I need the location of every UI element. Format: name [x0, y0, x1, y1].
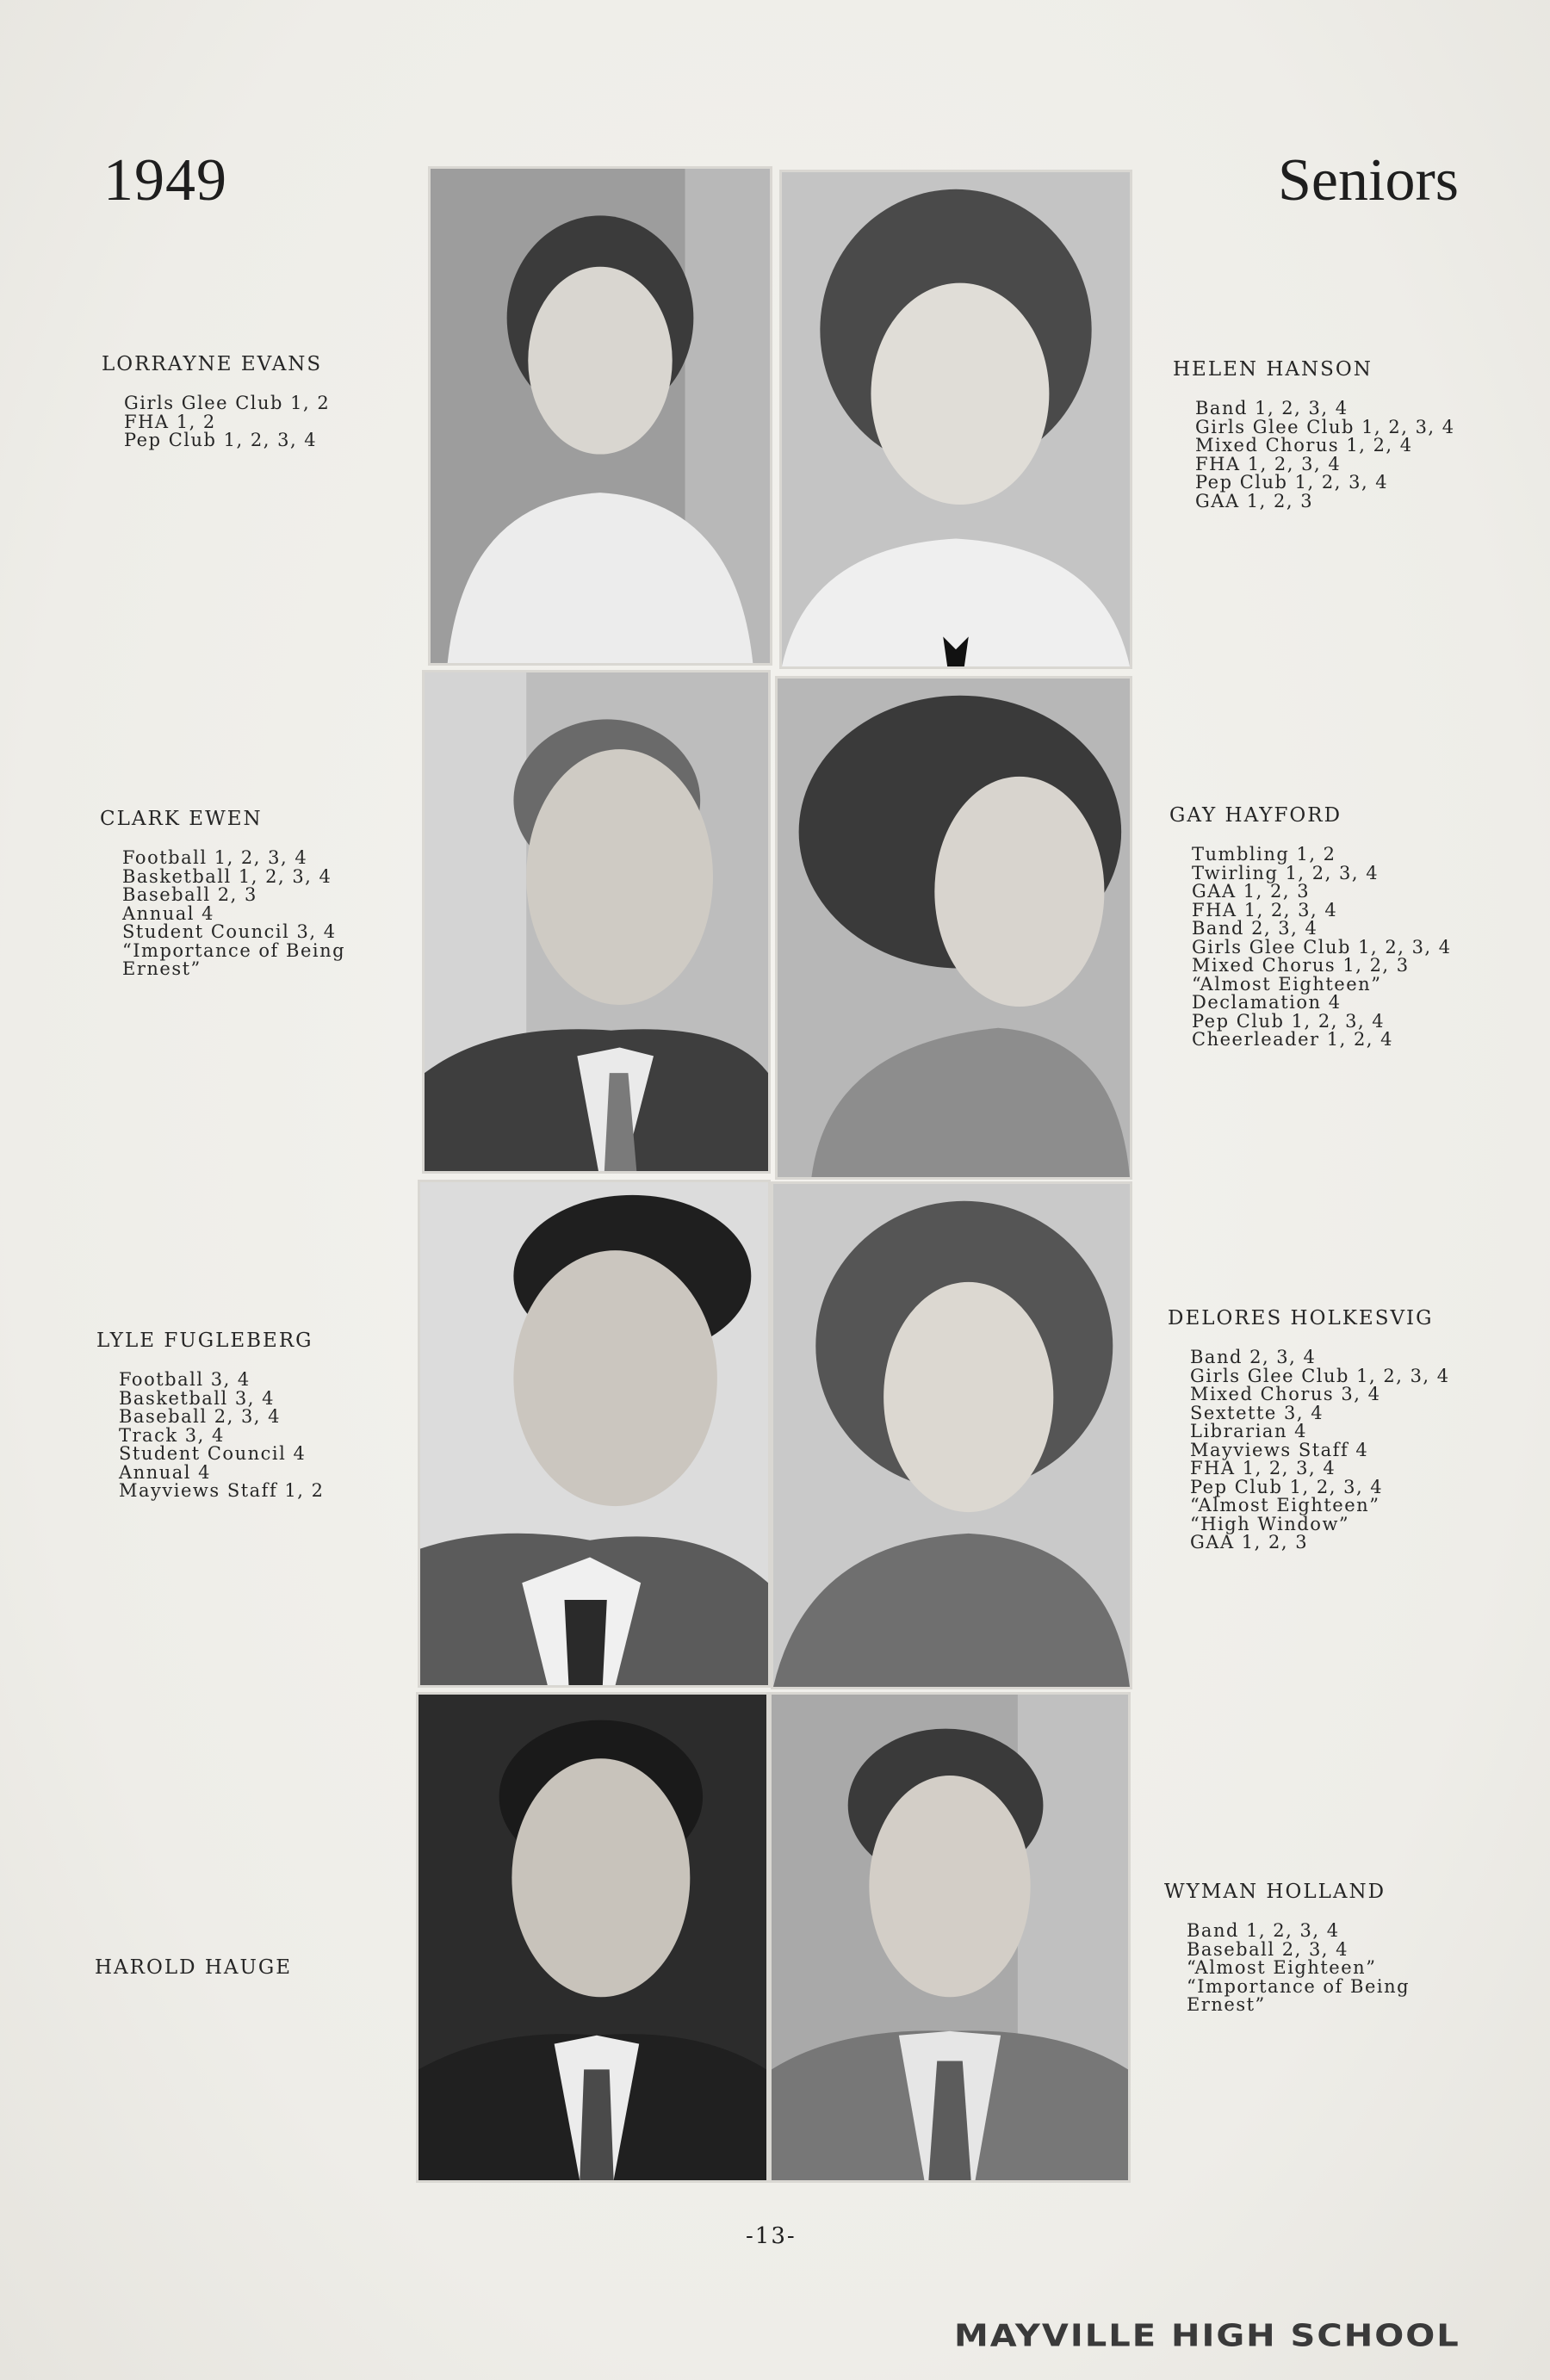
activity-item: Annual 4	[122, 902, 215, 924]
activity-item: Band 2, 3, 4	[1190, 1347, 1317, 1367]
activity-item: Mixed Chorus 1, 2, 3	[1192, 955, 1410, 976]
page-number: -13-	[746, 2223, 797, 2249]
school-stamp: MAYVILLE HIGH SCHOOL	[954, 2318, 1460, 2354]
activity-item: FHA 1, 2, 3, 4	[1195, 453, 1342, 474]
activity-item: Girls Glee Club 1, 2, 3, 4	[1195, 416, 1455, 437]
student-name: DELORES HOLKESVIG	[1168, 1307, 1434, 1329]
activity-item: Band 2, 3, 4	[1192, 918, 1318, 939]
activity-item: Baseball 2, 3, 4	[119, 1406, 282, 1427]
activity-item: Student Council 3, 4	[122, 921, 337, 942]
activity-list	[96, 1371, 324, 1501]
portrait-lyle-fugleberg	[418, 1180, 771, 1688]
activity-item: Track 3, 4	[119, 1424, 225, 1446]
activity-item: Pep Club 1, 2, 3, 4	[124, 430, 318, 450]
activity-item: Band 1, 2, 3, 4	[1187, 1920, 1340, 1941]
activity-item: Annual 4	[119, 1461, 212, 1483]
activity-item: Baseball 2, 3	[122, 884, 257, 905]
activity-item: Cheerleader 1, 2, 4	[1192, 1029, 1394, 1050]
activity-item: Twirling 1, 2, 3, 4	[1192, 862, 1380, 883]
activity-item: Mayviews Staff 1, 2	[119, 1480, 325, 1501]
activity-list	[1164, 1922, 1410, 2015]
student-entry-wyman-holland	[1164, 1881, 1410, 2015]
activity-item: Girls Glee Club 1, 2, 3, 4	[1192, 936, 1452, 958]
student-entry-lorrayne-evans	[102, 353, 330, 450]
activity-item: Football 1, 2, 3, 4	[122, 847, 308, 868]
activity-item: Girls Glee Club 1, 2	[124, 393, 331, 413]
student-name: LYLE FUGLEBERG	[96, 1329, 313, 1352]
activity-item: Ernest”	[122, 958, 202, 979]
activity-item: Pep Club 1, 2, 3, 4	[1192, 1010, 1386, 1032]
activity-item: Pep Club 1, 2, 3, 4	[1195, 472, 1389, 493]
activity-item: Student Council 4	[119, 1443, 307, 1464]
activity-item: Girls Glee Club 1, 2, 3, 4	[1190, 1365, 1450, 1386]
activity-list	[1169, 846, 1452, 1050]
student-entry-gay-hayford	[1169, 804, 1452, 1050]
activity-item: Baseball 2, 3, 4	[1187, 1938, 1349, 1960]
activity-item: Mixed Chorus 1, 2, 4	[1195, 435, 1413, 456]
student-name: LORRAYNE EVANS	[102, 353, 323, 375]
activity-item: “Almost Eighteen”	[1187, 1957, 1377, 1978]
activity-item: Ernest”	[1187, 1994, 1266, 2015]
activity-item: GAA 1, 2, 3	[1190, 1532, 1309, 1553]
portrait-delores-holkesvig	[771, 1181, 1132, 1689]
student-name: GAY HAYFORD	[1169, 804, 1342, 827]
activity-item: Basketball 3, 4	[119, 1387, 275, 1409]
student-entry-lyle-fugleberg	[96, 1329, 324, 1501]
activity-item: “Importance of Being	[122, 939, 346, 961]
portrait-gay-hayford	[775, 676, 1132, 1180]
portrait-wyman-holland	[769, 1692, 1131, 2183]
activity-item: “Almost Eighteen”	[1190, 1495, 1380, 1515]
activity-item: “Importance of Being	[1187, 1975, 1410, 1997]
activity-item: FHA 1, 2, 3, 4	[1190, 1458, 1336, 1478]
student-name: WYMAN HOLLAND	[1164, 1881, 1386, 1903]
student-entry-harold-hauge	[95, 1956, 292, 1998]
activity-item: FHA 1, 2	[124, 411, 216, 432]
student-entry-delores-holkesvig	[1168, 1307, 1450, 1553]
student-name: HELEN HANSON	[1173, 358, 1373, 381]
year-heading: 1949	[103, 147, 227, 214]
portrait-lorrayne-evans	[428, 166, 772, 666]
activity-list	[1173, 400, 1455, 511]
activity-item: “High Window”	[1190, 1513, 1350, 1534]
activity-list	[102, 394, 330, 450]
student-name: HAROLD HAUGE	[95, 1956, 293, 1979]
activity-item: Basketball 1, 2, 3, 4	[122, 865, 332, 887]
portrait-helen-hanson	[779, 170, 1132, 669]
activity-item: Tumbling 1, 2	[1192, 844, 1336, 865]
activity-item: FHA 1, 2, 3, 4	[1192, 899, 1338, 920]
activity-item: GAA 1, 2, 3	[1192, 881, 1311, 902]
activity-item: Declamation 4	[1192, 992, 1342, 1013]
activity-item: Sextette 3, 4	[1190, 1402, 1324, 1423]
activity-item: Mixed Chorus 3, 4	[1190, 1384, 1381, 1404]
activity-item: GAA 1, 2, 3	[1195, 490, 1314, 511]
student-entry-helen-hanson	[1173, 358, 1455, 511]
portrait-clark-ewen	[422, 670, 771, 1174]
student-entry-clark-ewen	[100, 808, 345, 979]
activity-item: Band 1, 2, 3, 4	[1195, 398, 1348, 418]
student-name: CLARK EWEN	[100, 808, 263, 830]
activity-item: Pep Club 1, 2, 3, 4	[1190, 1476, 1384, 1497]
section-heading: Seniors	[1278, 147, 1459, 214]
activity-item: Mayviews Staff 4	[1190, 1439, 1369, 1460]
portrait-harold-hauge	[416, 1692, 769, 2183]
activity-list	[1168, 1348, 1450, 1553]
activity-item: Librarian 4	[1190, 1421, 1307, 1441]
activity-item: Football 3, 4	[119, 1369, 251, 1390]
activity-item: “Almost Eighteen”	[1192, 973, 1382, 995]
activity-list	[100, 849, 345, 979]
